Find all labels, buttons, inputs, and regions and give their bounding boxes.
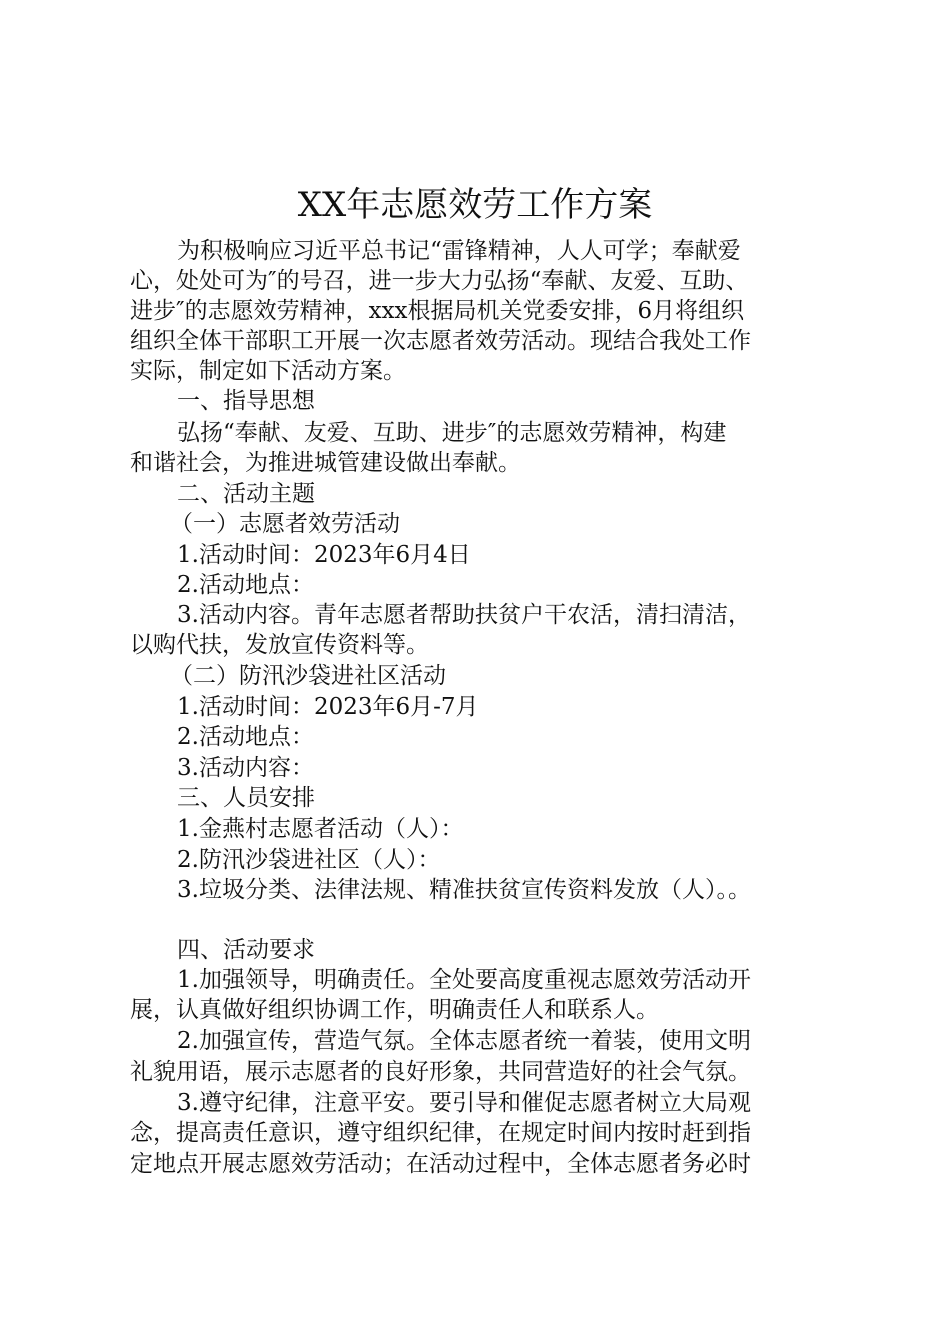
list-item: 1.活动时间：2023年6月4日 [177,542,471,568]
list-item: 1.金燕村志愿者活动（人）： [177,816,464,842]
paragraph-line: 为积极响应习近平总书记“雷锋精神，人人可学；奉献爱 [177,238,741,264]
paragraph-line: 展，认真做好组织协调工作，明确责任人和联系人。 [130,997,659,1023]
list-item: 2.活动地点： [177,724,314,750]
list-item: 2.防汛沙袋进社区（人）： [177,847,441,873]
section-heading: 三、人员安排 [177,785,315,811]
paragraph-line: 弘扬“奉献、友爱、互助、进步″的志愿效劳精神，构建 [177,420,727,446]
paragraph-line: 和谐社会，为推进城管建设做出奉献。 [130,450,521,476]
list-item: 3.垃圾分类、法律法规、精准扶贫宣传资料发放（人）。。 [177,877,751,903]
paragraph-line: 定地点开展志愿效劳活动；在活动过程中，全体志愿者务必时 [130,1151,751,1177]
paragraph-line: 组织全体干部职工开展一次志愿者效劳活动。现结合我处工作 [130,328,751,354]
paragraph-line: 实际，制定如下活动方案。 [130,358,406,384]
section-heading: 二、活动主题 [177,481,315,507]
list-item: 1.加强领导，明确责任。全处要高度重视志愿效劳活动开 [177,967,751,993]
list-item: 2.加强宣传，营造气氛。全体志愿者统一着装，使用文明 [177,1028,751,1054]
list-item: 2.活动地点： [177,572,314,598]
paragraph-line: 进步″的志愿效劳精神，xxx根据局机关党委安排，6月将组织 [130,298,745,324]
list-item: 1.活动时间：2023年6月-7月 [177,694,479,720]
list-item: 3.遵守纪律，注意平安。要引导和催促志愿者树立大局观 [177,1090,751,1116]
subsection-heading: （二）防汛沙袋进社区活动 [170,663,446,689]
section-heading: 四、活动要求 [177,937,315,963]
paragraph-line: 以购代扶，发放宣传资料等。 [130,632,429,658]
list-item: 3.活动内容。青年志愿者帮助扶贫户干农活，清扫清洁， [177,602,751,628]
section-heading: 一、指导思想 [177,388,315,414]
paragraph-line: 念，提高责任意识，遵守组织纪律，在规定时间内按时赶到指 [130,1120,751,1146]
document-title: XX年志愿效劳工作方案 [297,185,653,225]
list-item: 3.活动内容： [177,755,314,781]
paragraph-line: 心，处处可为″的号召，进一步大力弘扬“奉献、友爱、互助、 [130,268,749,294]
subsection-heading: （一）志愿者效劳活动 [170,511,400,537]
paragraph-line: 礼貌用语，展示志愿者的良好形象，共同营造好的社会气氛。 [130,1059,751,1085]
